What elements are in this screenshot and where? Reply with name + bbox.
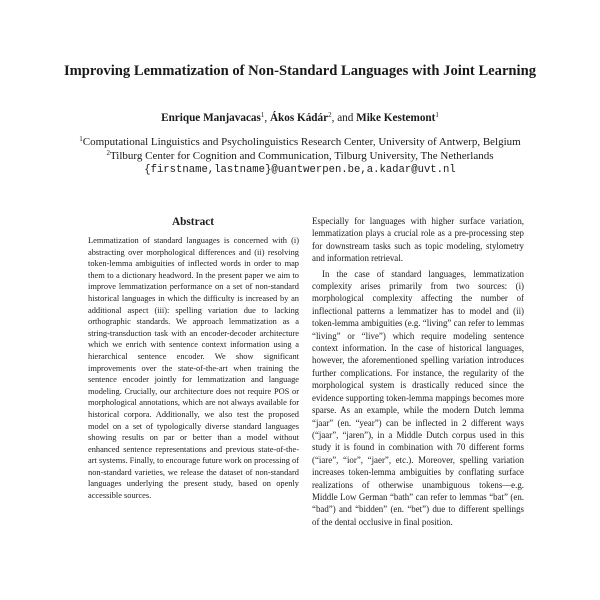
author-affiliation-mark: 1 (260, 111, 265, 119)
author-affiliation-mark: 1 (435, 111, 439, 119)
author-name: Enrique Manjavacas (161, 112, 261, 124)
abstract-heading: Abstract (171, 216, 215, 228)
body-paragraph: Especially for languages with higher surface variation, lemmatization plays a crucial role as a pre-processing step for downstream tasks such as topic modeling, stylometry and information retrieval. (312, 216, 524, 264)
affiliations (0, 135, 600, 177)
affiliation-text: Tilburg Center for Cognition and Communication, Tilburg University, The Netherlands (109, 150, 494, 162)
author-affiliation-mark: 2 (328, 111, 332, 119)
affiliation-mark: 2 (106, 149, 110, 157)
body-paragraph: In the case of standard languages, lemmatization complexity arises primarily from two sources: (i) morphological complexity affecting the number of inflectional patterns a lemmatizer has to model and (ii) token-lemma ambiguities (e.g. “living” can refer to lemmas “living” or “live”) which require modeling sentence context information. In the case of historical languages, however, the aforementioned spelling variation introduces further complications. For instance, the regularity of the morphological system is drastically reduced since the evidence supporting token-lemma mappings becomes more sparse. As an example, while the modern Dutch lemma “jaar” (en. “year”) can be inflected in 2 different ways (“jaar”, “jaren”), in a Middle Dutch corpus used in this study it is found in combination with 70 different forms (“iare”, “ior”, “jaer”, etc.). Moreover, spelling variation increases token-lemma ambiguities by conflating surface realizations of otherwise unambiguous tokens—e.g. Middle Low German “bath” can refer to lemmas “bat” (en. “bad”) and “bidden” (en. “bet”) due to different spellings of the dental occlusive in final position. (312, 268, 524, 527)
author-list (0, 111, 600, 125)
affiliation-mark: 1 (79, 135, 83, 143)
author-name: Ákos Kádár (269, 112, 329, 124)
affiliation-text: Computational Linguistics and Psycholinguistics Research Center, University of Antwerp, Belgium (82, 136, 521, 148)
paper-title: Improving Lemmatization of Non-Standard Languages with Joint Learning (63, 63, 537, 79)
abstract-text: Lemmatization of standard languages is concerned with (i) abstracting over morphological differences and (ii) resolving token-lemma ambiguities of inflected words in order to map them to a dictionary headword. In the present paper we aim to improve lemmatization performance on a set of non-standard historical languages in which the difficulty is increased by an additional aspect (iii): spelling variation due to lacking orthographic standards. We approach lemmatization as a string-transduction task with an encoder-decoder architecture which we enrich with sentence context information using a hierarchical sentence encoder. We show significant improvements over the state-of-the-art when training the sentence encoder jointly for lemmatization and language modeling. Crucially, our architecture does not require POS or morphological annotations, which are not always available for historical corpora. Additionally, we also test the proposed model on a set of typologically diverse standard languages showing results on par or better than a model without enhanced sentence representations and previous state-of-the-art systems. Finally, to encourage future work on processing of non-standard varieties, we release the dataset of non-standard languages underlying the present study, based on openly accessible sources. (88, 236, 299, 501)
author-separator: , and (331, 112, 357, 124)
author-emails: {firstname,lastname}@uantwerpen.be,a.kadar@uvt.nl (144, 164, 456, 176)
affiliation-line (0, 135, 600, 149)
author-separator: , (264, 112, 270, 124)
affiliation-line (0, 149, 600, 163)
author-name: Mike Kestemont (356, 112, 436, 124)
introduction-column (312, 215, 524, 528)
